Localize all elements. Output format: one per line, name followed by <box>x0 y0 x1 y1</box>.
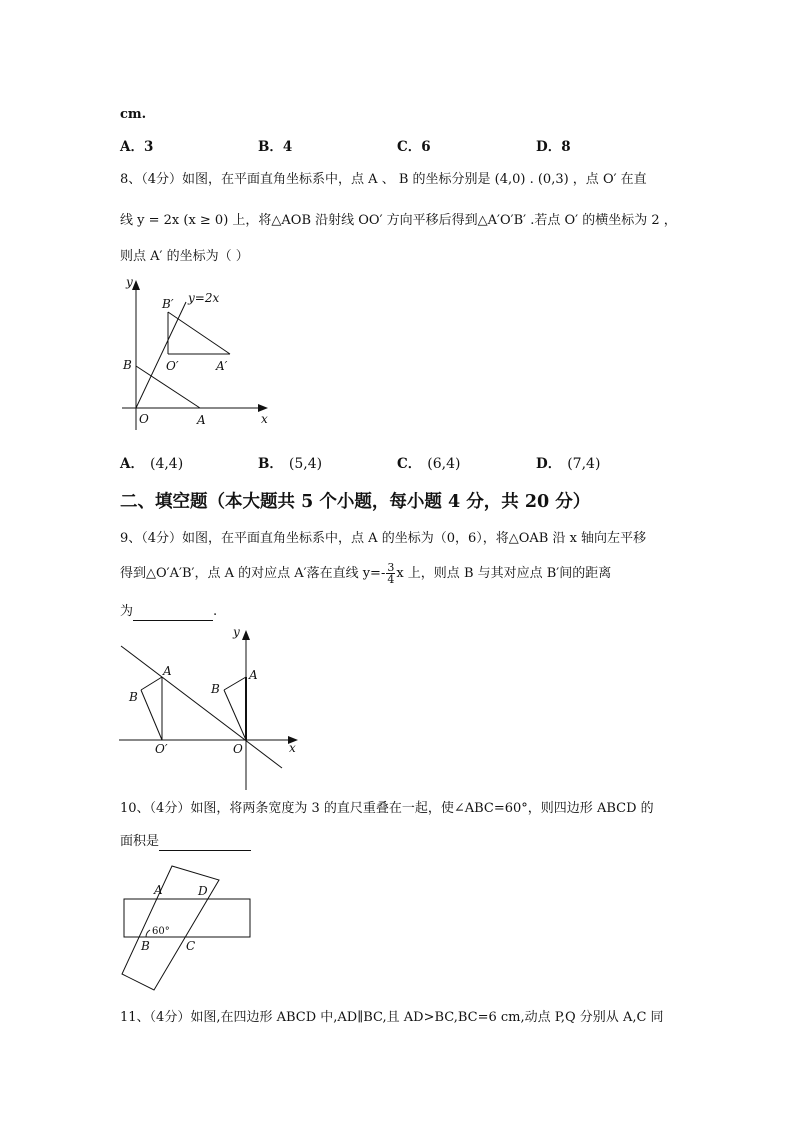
q10-label-d: D <box>198 884 208 898</box>
q9-label-b-left: B <box>129 690 138 704</box>
q9-label-o: O <box>233 742 243 756</box>
q9-line-1: 9、（4分）如图，在平面直角坐标系中，点 A 的坐标为（0，6），将△OAB 沿 x 轴向左平移 <box>120 531 647 546</box>
q10-label-b: B <box>141 939 150 953</box>
q7-option-a: A．3 <box>120 139 154 155</box>
q9-fraction: $\frac{3}{4}$ <box>387 561 395 586</box>
q11-line-1: 11、（4分）如图,在四边形 ABCD 中,AD∥BC,且 AD>BC,BC=6 cm,动点 P,Q 分别从 A,C 同 <box>120 1010 664 1025</box>
q9-line-2: 得到△O′A′B′，点 A 的对应点 A′落在直线 y=- $\frac{3}{4}$ x 上，则点 B 与其对应点 B′间的距离 <box>120 561 612 586</box>
q8-label-a-prime: A′ <box>216 359 228 373</box>
q9-label-a-left: A <box>163 664 172 678</box>
q8-option-d: D． (7,4) <box>536 456 601 472</box>
q7-option-d: D．8 <box>536 139 571 155</box>
section-heading: 二、填空题（本大题共 5 个小题，每小题 4 分，共 20 分） <box>120 492 591 512</box>
q10-label-angle: 60° <box>152 926 170 937</box>
q8-line-3: 则点 A′ 的坐标为（ ） <box>120 249 249 264</box>
q8-label-b: B <box>123 358 132 372</box>
q8-option-c: C． (6,4) <box>397 456 461 472</box>
q8-label-a: A <box>197 413 206 427</box>
q8-label-line: y=2x <box>188 291 220 305</box>
q8-line-1: 8、（4分）如图，在平面直角坐标系中，点 A 、 B 的坐标分别是 (4,0) . (0,3) ，点 O′ 在直 <box>120 172 647 187</box>
q8-label-o: O <box>139 412 149 426</box>
q9-label-b-right: B <box>211 682 220 696</box>
q9-label-y: y <box>233 625 240 639</box>
q8-option-b: B． (5,4) <box>258 456 323 472</box>
q9-label-a-right: A <box>249 668 258 682</box>
q8-label-b-prime: B′ <box>162 297 174 311</box>
q8-line-2: 线 y = 2x (x ≥ 0) 上，将△AOB 沿射线 OO′ 方向平移后得到△A′O′B′ .若点 O′ 的横坐标为 2 ， <box>120 213 677 228</box>
q10-angle-arc <box>146 930 150 937</box>
q10-label-a: A <box>154 883 163 897</box>
q9-line-3: 为 . <box>120 604 218 619</box>
q7-option-b: B．4 <box>258 139 293 155</box>
q10-line-2: 面积是 <box>120 833 251 851</box>
q9-label-o-prime: O′ <box>155 742 168 756</box>
q8-label-o-prime: O′ <box>166 359 179 373</box>
q10-label-c: C <box>186 939 196 953</box>
q8-label-y: y <box>126 275 133 289</box>
q8-option-a: A． (4,4) <box>120 456 184 472</box>
continued-text: cm. <box>120 107 147 122</box>
q7-option-c: C．6 <box>397 139 431 155</box>
q10-line-1: 10、（4分）如图，将两条宽度为 3 的直尺重叠在一起，使∠ABC=60°，则四边形 ABCD 的 <box>120 801 654 816</box>
q8-label-x: x <box>261 412 268 426</box>
q9-label-x: x <box>289 741 296 755</box>
q10-horizontal-ruler <box>124 899 250 937</box>
